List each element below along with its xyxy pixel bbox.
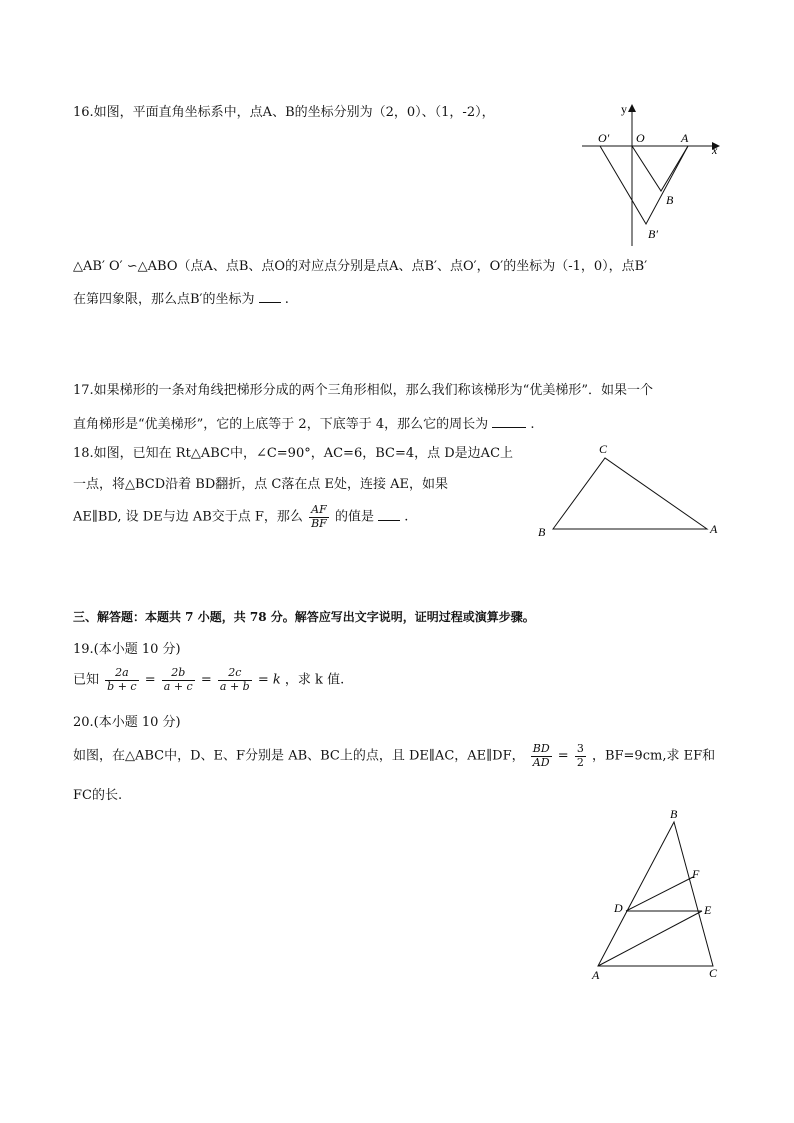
q18-fraction-denominator: BF — [311, 516, 327, 530]
q18-triangle-figure — [532, 438, 728, 542]
q18-line3 — [73, 504, 408, 530]
q18-fraction-AF-BF — [309, 504, 329, 530]
q18-line1: 18.如图，已知在 Rt△ABC中，∠C=90°，AC=6，BC=4，点 D是边AC上 — [73, 446, 514, 461]
q19-fraction-3-numerator: 2c — [218, 667, 252, 681]
q19-fraction-1-denominator: b + c — [107, 679, 137, 693]
q20-equals: = — [557, 748, 569, 764]
q18-label-B: B — [538, 525, 546, 539]
q19-fraction-2 — [162, 667, 195, 693]
q16-label-O-prime: O′ — [598, 131, 610, 145]
q17-line2-end: . — [530, 417, 535, 432]
q20-value-numerator: 3 — [576, 742, 584, 755]
section3-heading: 三、解答题：本题共 7 小题，共 78 分。解答应写出文字说明，证明过程或演算步骤。 — [73, 610, 535, 624]
q16-label-B: B — [666, 193, 674, 207]
q16-answer-blank[interactable] — [259, 290, 281, 303]
q20-line1-text: 如图，在△ABC中，D、E、F分别是 AB、BC上的点，且 DE∥AC，AE∥DF， — [73, 748, 525, 764]
q19-fraction-1 — [105, 667, 138, 693]
q18-label-C: C — [599, 442, 608, 456]
q20-label-E: E — [704, 903, 712, 917]
q19-title: 19.(本小题 10 分) — [73, 642, 181, 657]
q16-label-x: x — [712, 143, 718, 157]
q17-line2-text: 直角梯形是“优美梯形”，它的上底等于 2，下底等于 4，那么它的周长为 — [73, 417, 489, 432]
q20-fraction-denominator: AD — [532, 755, 550, 769]
q20-fraction-numerator: BD — [532, 742, 550, 755]
q16-coordinate-figure — [578, 100, 728, 250]
q16-triangle-ABO — [632, 146, 688, 191]
q19-fraction-2-numerator: 2b — [162, 667, 195, 681]
q20-segment-AE — [598, 911, 702, 966]
q19-fraction-3-denominator: a + b — [219, 679, 250, 693]
q18-line2: 一点，将△BCD沿着 BD翻折，点 C落在点 E处，连接 AE，如果 — [73, 477, 448, 492]
q18-answer-blank[interactable] — [378, 508, 400, 521]
q16-line3 — [73, 290, 289, 308]
q20-fraction-value — [575, 743, 586, 769]
q19-suffix: ，求 k 值. — [284, 672, 345, 688]
q20-line1 — [73, 743, 715, 769]
q17-line1: 17.如果梯形的一条对角线把梯形分成的两个三角形相似，那么我们称该梯形为“优美梯形”．如果一个 — [73, 383, 653, 398]
q18-line3-text: AE∥BD, 设 DE与边 AB交于点 F，那么 — [73, 509, 303, 525]
q16-line1: 16.如图，平面直角坐标系中，点A、B的坐标分别为（2，0）、（1，-2）， — [73, 105, 495, 120]
q19-prefix: 已知 — [73, 672, 100, 688]
q16-line3-text: 在第四象限，那么点B′的坐标为 — [73, 292, 255, 307]
q20-label-B: B — [670, 808, 678, 821]
q16-y-axis-arrow-icon — [628, 104, 636, 112]
q20-title: 20.(本小题 10 分) — [73, 715, 181, 730]
q18-triangle-ABC — [553, 458, 707, 529]
q19-fraction-1-numerator: 2a — [105, 667, 138, 681]
q20-value-denominator: 2 — [576, 755, 584, 769]
q16-triangle-ABprimeOprime — [600, 146, 688, 224]
q16-label-O: O — [636, 131, 645, 145]
q20-triangle-ABC — [598, 822, 713, 966]
q16-line2: △AB′ O′ ∽△ABO（点A、点B、点O的对应点分别是点A、点B′、点O′，O′的坐标为（-1，0），点B′ — [73, 259, 648, 274]
q17-line2 — [73, 415, 535, 433]
q19-k: k — [272, 672, 281, 688]
q18-line3-text2: 的值是 — [334, 509, 374, 525]
q16-line3-end: . — [284, 292, 289, 307]
q19-equals-2: = — [200, 672, 212, 688]
q17-answer-blank[interactable] — [492, 415, 526, 428]
q19-body — [73, 667, 344, 693]
q20-label-F: F — [692, 867, 700, 881]
q20-label-C: C — [709, 966, 718, 980]
q18-line3-end: . — [404, 509, 409, 525]
q18-label-A: A — [710, 522, 718, 536]
q18-fraction-numerator: AF — [309, 504, 329, 518]
q20-label-D: D — [614, 901, 623, 915]
q19-equals-1: = — [144, 672, 156, 688]
q16-label-B-prime: B′ — [648, 227, 658, 241]
q19-fraction-2-denominator: a + c — [163, 679, 193, 693]
q19-fraction-3 — [218, 667, 252, 693]
q16-label-y: y — [621, 102, 627, 116]
q19-equals-3: = — [257, 672, 269, 688]
q20-triangle-figure — [588, 808, 728, 984]
q20-fraction-BD-AD — [531, 743, 552, 769]
q16-label-A: A — [681, 131, 689, 145]
q20-line1-text2: ，BF=9cm,求 EF和 — [591, 748, 716, 764]
q20-line2: FC的长. — [73, 788, 123, 803]
q20-label-A: A — [592, 968, 600, 982]
